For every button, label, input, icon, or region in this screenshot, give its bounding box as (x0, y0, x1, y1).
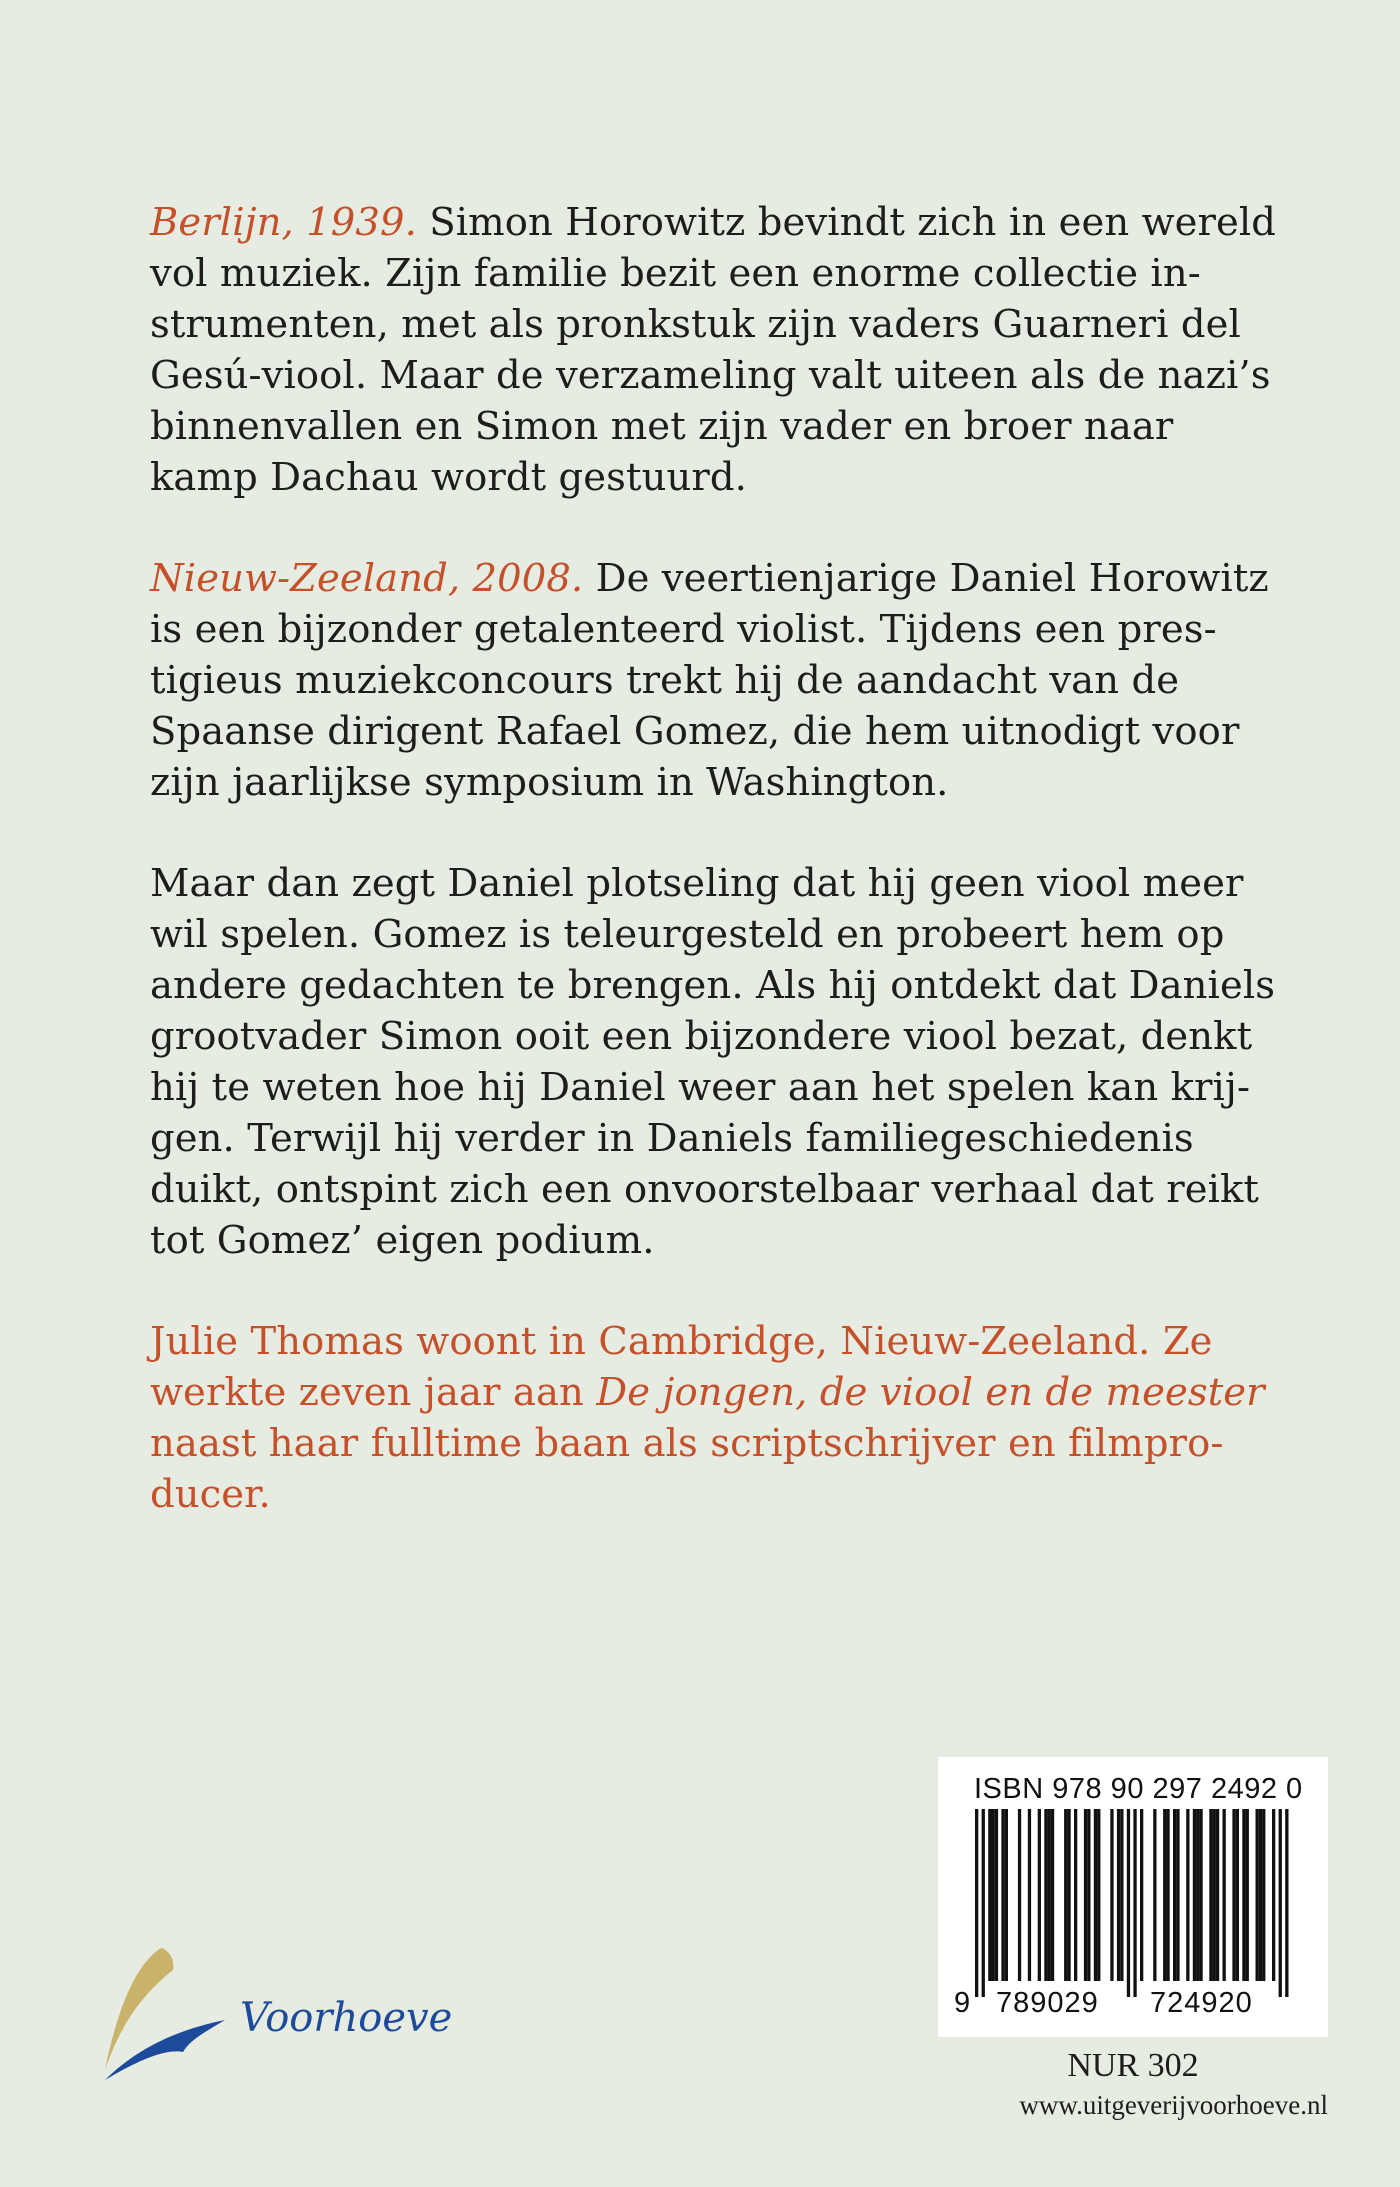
barcode-bar (1018, 1809, 1021, 1981)
bio-line: naast haar fulltime baan als scriptschrijver en filmpro- (150, 1421, 1224, 1466)
place-date-lead: Nieuw-Zeeland, 2008. (150, 556, 584, 601)
barcode-bar (1094, 1809, 1097, 1981)
barcode-bar (1005, 1809, 1008, 1981)
barcode-bar (1232, 1809, 1235, 1981)
blurb-line: wil spelen. Gomez is teleurgesteld en probeert hem op (150, 912, 1225, 957)
barcode-bar (1259, 1809, 1262, 1981)
barcode-bar (1127, 1809, 1130, 1997)
barcode-bar (1153, 1809, 1156, 1981)
barcode-bar (1140, 1809, 1143, 1981)
ean-left-group: 789029 (996, 1987, 1099, 2019)
publisher-logo (95, 1940, 495, 2090)
book-title: De jongen, de viool en de meester (596, 1370, 1265, 1415)
blurb-line: hij te weten hoe hij Daniel weer aan het spelen kan krij- (150, 1065, 1251, 1110)
barcode-bar (1213, 1809, 1216, 1981)
blurb-line: Maar dan zegt Daniel plotseling dat hij geen viool meer (150, 861, 1244, 906)
quill-wing-icon (95, 1940, 245, 2090)
barcode-bar (1117, 1809, 1120, 1981)
blurb-line: grootvader Simon ooit een bijzondere viool bezat, denkt (150, 1014, 1253, 1059)
barcode-bar (975, 1809, 978, 1997)
wing-shape (105, 2020, 225, 2080)
barcode-bar (982, 1809, 985, 1997)
barcode-bar (1285, 1809, 1288, 1997)
barcode-bar (988, 1809, 991, 1981)
ean-right-group: 724920 (1150, 1987, 1253, 2019)
blurb-line: gen. Terwijl hij verder in Daniels familiegeschiedenis (150, 1116, 1194, 1161)
barcode-bar (1199, 1809, 1202, 1981)
blurb-line: binnenvallen en Simon met zijn vader en broer naar (150, 404, 1174, 449)
barcode-bar (992, 1809, 995, 1981)
isbn-barcode (938, 1757, 1328, 2037)
barcode-bar (1279, 1809, 1282, 1997)
blurb-paragraph-berlijn (150, 197, 1277, 503)
blurb-line: Nieuw-Zeeland, 2008. De veertienjarige Daniel Horowitz (150, 556, 1269, 601)
barcode-bar (1038, 1809, 1041, 1981)
barcode-bar (1044, 1809, 1047, 1981)
barcode-bar (1272, 1809, 1275, 1981)
barcode-bar (1087, 1809, 1090, 1981)
place-date-lead: Berlijn, 1939. (150, 200, 417, 245)
barcode-bar (1256, 1809, 1259, 1981)
blurb-line: vol muziek. Zijn familie bezit een enorme collectie in- (150, 251, 1201, 296)
nur-code: NUR 302 (1067, 2047, 1199, 2084)
blurb-line: Spaanse dirigent Rafael Gomez, die hem uitnodigt voor (150, 709, 1240, 754)
blurb-line: kamp Dachau wordt gestuurd. (150, 455, 747, 500)
author-bio (150, 1316, 1265, 1520)
barcode-bar (1028, 1809, 1031, 1981)
barcode-bar (1110, 1809, 1113, 1981)
barcode-bar (1173, 1809, 1176, 1981)
barcode-bar (1001, 1809, 1004, 1981)
barcode-bar (1166, 1809, 1169, 1981)
blurb-paragraph-story (150, 858, 1276, 1266)
barcode-bar (1262, 1809, 1265, 1981)
barcode-bar (1163, 1809, 1166, 1981)
barcode-bar (1133, 1809, 1136, 1997)
blurb-line: andere gedachten te brengen. Als hij ontdekt dat Daniels (150, 963, 1276, 1008)
bio-line: werkte zeven jaar aan De jongen, de viool en de meester (150, 1370, 1265, 1415)
barcode-bar (1067, 1809, 1070, 1981)
barcode-bar (1216, 1809, 1219, 1981)
barcode-bar (1223, 1809, 1226, 1981)
barcode-bar (1097, 1809, 1100, 1981)
barcode-bar (1242, 1809, 1245, 1981)
bio-line: ducer. (150, 1472, 271, 1517)
blurb-text (150, 197, 1277, 1570)
blurb-line: strumenten, met als pronkstuk zijn vaders Guarneri del (150, 302, 1241, 347)
isbn-label: ISBN 978 90 297 2492 0 (974, 1773, 1303, 1805)
barcode-bar (1048, 1809, 1051, 1981)
blurb-line: is een bijzonder getalenteerd violist. Tijdens een pres- (150, 607, 1217, 652)
blurb-line: Gesú-viool. Maar de verzameling valt uiteen als de nazi’s (150, 353, 1271, 398)
barcode-bar (1209, 1809, 1212, 1981)
publisher-name: Voorhoeve (240, 1995, 453, 2041)
blurb-line: tigieus muziekconcours trekt hij de aandacht van de (150, 658, 1180, 703)
barcode-bar (1246, 1809, 1249, 1981)
blurb-line: tot Gomez’ eigen podium. (150, 1218, 655, 1263)
ean-first-digit: 9 (954, 1987, 971, 2019)
barcode-bar (995, 1809, 998, 1981)
bio-line: Julie Thomas woont in Cambridge, Nieuw-Zeeland. Ze (150, 1319, 1213, 1364)
barcode-bar (1176, 1809, 1179, 1981)
barcode-bar (1074, 1809, 1077, 1981)
barcode-bar (1236, 1809, 1239, 1981)
barcode-bar (1084, 1809, 1087, 1981)
barcode-bar (1186, 1809, 1189, 1981)
barcode-bar (1051, 1809, 1054, 1981)
blurb-line: zijn jaarlijkse symposium in Washington. (150, 760, 949, 805)
barcode-bar (1064, 1809, 1067, 1981)
barcode-bar (1120, 1809, 1123, 1981)
blurb-paragraph-nieuw-zeeland (150, 553, 1269, 808)
barcode-bar (1193, 1809, 1196, 1981)
blurb-line: duikt, ontspint zich een onvoorstelbaar verhaal dat reikt (150, 1167, 1260, 1212)
publisher-website: www.uitgeverijvoorhoeve.nl (1019, 2090, 1328, 2120)
barcode-bar (1196, 1809, 1199, 1981)
blurb-line: Berlijn, 1939. Simon Horowitz bevindt zich in een wereld (150, 200, 1277, 245)
